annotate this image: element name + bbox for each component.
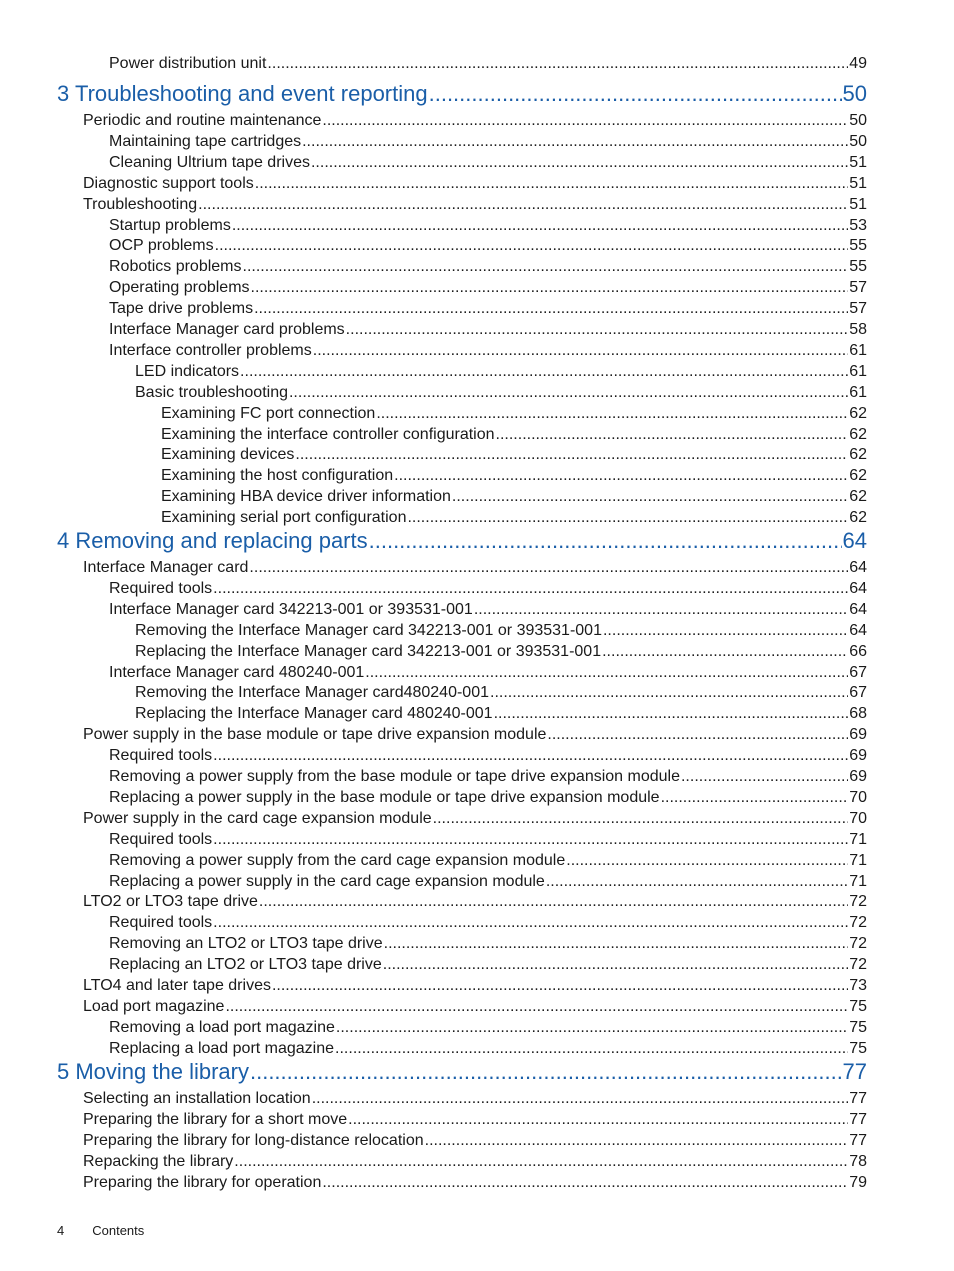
toc-entry[interactable] [109,747,867,765]
toc-entry-page: 64 [842,528,867,553]
dot-leader [429,81,842,107]
dot-leader [272,977,848,995]
toc-entry-page: 71 [849,851,867,869]
toc-entry[interactable] [83,726,867,744]
toc-entry[interactable] [109,1040,867,1058]
toc-entry-title: Interface Manager card 342213-001 or 393531-001 [109,600,473,618]
toc-entry-title: Tape drive problems [109,300,254,318]
toc-entry-title: Operating problems [109,279,250,297]
dot-leader [322,1174,848,1192]
toc-entry[interactable] [109,664,867,682]
dot-leader [240,363,848,381]
toc-entry-title: Examining serial port configuration [161,509,407,527]
toc-entry[interactable] [135,643,867,661]
toc-entry-title: Replacing a power supply in the card cage expansion module [109,872,545,890]
toc-entry-title: Power distribution unit [109,55,267,72]
dot-leader [312,1090,849,1108]
toc-entry-page: 51 [849,153,867,171]
toc-entry-title: 3 Troubleshooting and event reporting [57,81,428,106]
toc-entry[interactable] [135,622,867,640]
dot-leader [602,643,848,661]
toc-entry-title: Removing a load port magazine [109,1018,335,1036]
toc-entry[interactable] [135,705,867,723]
toc-entry-page: 66 [849,642,867,660]
toc-entry-page: 61 [849,362,867,380]
toc-entry[interactable] [109,580,867,598]
toc-entry[interactable] [161,488,867,506]
toc-entry[interactable] [135,363,867,381]
toc-entry-page: 62 [849,509,867,527]
dot-leader [251,279,849,297]
toc-entry[interactable] [83,559,867,577]
dot-leader [313,342,848,360]
toc-entry[interactable] [109,342,867,360]
toc-entry[interactable] [109,258,867,276]
toc-entry-page: 62 [849,404,867,422]
dot-leader [348,1111,848,1129]
toc-entry-page: 69 [849,768,867,785]
dot-leader [213,747,848,765]
toc-entry-page: 77 [842,1059,867,1084]
toc-entry-page: 70 [849,809,867,827]
toc-entry[interactable] [109,300,867,318]
toc-entry-title: LED indicators [135,362,240,380]
toc-entry-title: Removing the Interface Manager card 342213-001 or 393531-001 [135,621,602,639]
toc-entry[interactable] [135,684,867,702]
toc-entry-page: 62 [849,425,867,443]
toc-entry-title: Removing a power supply from the card cage expansion module [109,851,566,869]
dot-leader [289,384,848,402]
dot-leader [433,810,849,828]
toc-entry-title: Required tools [109,579,213,597]
toc-entry-page: 71 [849,830,867,848]
toc-entry[interactable] [83,1132,867,1150]
toc-entry-page: 68 [849,705,867,723]
toc-entry[interactable] [161,509,867,527]
toc-entry-title: LTO4 and later tape drives [83,977,271,994]
toc-entry-page: 55 [849,237,867,255]
dot-leader [234,1153,848,1171]
toc-entry-title: Preparing the library for a short move [83,1110,348,1128]
dot-leader [302,133,848,151]
toc-entry-page: 50 [849,112,867,129]
toc-entry-page: 72 [849,893,867,911]
dot-leader [369,528,842,554]
toc-entry-page: 67 [849,663,867,681]
footer-section-label: Contents [92,1223,145,1238]
dot-leader [681,768,848,786]
toc-entry-title: Examining FC port connection [161,404,376,422]
toc-entry-page: 75 [849,1018,867,1036]
toc-entry-page: 70 [849,788,867,806]
toc-entry[interactable] [109,237,867,255]
dot-leader [546,873,848,891]
footer-page-number: 4 [57,1223,65,1238]
toc-entry[interactable] [161,446,867,464]
dot-leader [661,789,849,807]
toc-entry[interactable] [109,789,867,807]
toc-entry-page: 51 [849,195,867,213]
toc-entry-title: Repacking the library [83,1152,234,1170]
toc-entry[interactable] [109,1019,867,1037]
toc-entry-page: 64 [849,559,867,576]
toc-entry-title: Required tools [109,747,213,765]
toc-entry-title: Robotics problems [109,258,242,276]
toc-entry-title: Maintaining tape cartridges [109,132,302,150]
toc-entry[interactable] [109,217,867,235]
toc-entry-title: 5 Moving the library [57,1059,249,1084]
toc-entry-title: Power supply in the card cage expansion module [83,809,432,827]
toc-entry-title: Diagnostic support tools [83,174,254,192]
toc-entry-title: Periodic and routine maintenance [83,112,322,129]
toc-entry-title: Removing a power supply from the base module or tape drive expansion module [109,768,680,785]
toc-entry-page: 55 [849,258,867,276]
toc-entry-page: 50 [842,81,867,106]
toc-entry-page: 72 [849,956,867,974]
toc-entry-title: Basic troubleshooting [135,383,288,401]
toc-chapter-entry[interactable] [57,1059,867,1085]
toc-entry-page: 69 [849,726,867,744]
toc-entry-page: 77 [849,1090,867,1107]
dot-leader [267,55,848,73]
toc-entry[interactable] [83,1174,867,1192]
toc-entry-page: 57 [849,279,867,297]
toc-entry-page: 64 [849,600,867,618]
dot-leader [394,467,848,485]
toc-entry-page: 71 [849,872,867,890]
toc-entry[interactable] [83,998,867,1016]
dot-leader [452,488,848,506]
toc-entry[interactable] [109,873,867,891]
page-footer [57,1223,144,1238]
toc-entry[interactable] [109,279,867,297]
toc-entry-title: Preparing the library for operation [83,1173,322,1191]
dot-leader [215,237,849,255]
toc-entry-page: 50 [849,132,867,150]
toc-entry[interactable] [109,935,867,953]
toc-entry-page: 77 [849,1110,867,1128]
toc-entry-title: Cleaning Ultrium tape drives [109,153,310,171]
dot-leader [213,831,848,849]
toc-entry-title: Preparing the library for long-distance relocation [83,1131,424,1149]
dot-leader [490,684,848,702]
toc-entry[interactable] [109,154,867,172]
toc-entry-title: Replacing the Interface Manager card 480240-001 [135,705,493,723]
toc-chapter-entry[interactable] [57,528,867,554]
toc-entry-page: 75 [849,1039,867,1057]
toc-entry-page: 79 [849,1173,867,1191]
toc-entry[interactable] [109,601,867,619]
toc-entry-page: 72 [849,935,867,953]
toc-entry[interactable] [109,831,867,849]
toc-entry-page: 67 [849,684,867,702]
toc-chapter-entry[interactable] [57,81,867,107]
toc-entry[interactable] [83,977,867,995]
dot-leader [407,509,848,527]
dot-leader [494,705,849,723]
dot-leader [198,196,848,214]
toc-entry-title: Examining the interface controller configuration [161,425,495,443]
dot-leader [213,580,848,598]
toc-entry-page: 73 [849,977,867,994]
dot-leader [547,726,848,744]
toc-entry-page: 72 [849,914,867,932]
toc-entry-title: Troubleshooting [83,195,198,213]
toc-entry-page: 58 [849,321,867,338]
dot-leader [295,446,848,464]
toc-entry-page: 61 [849,383,867,401]
toc-entry-page: 57 [849,300,867,318]
dot-leader [250,1059,842,1085]
toc-entry-title: Required tools [109,830,213,848]
toc-entry-title: Interface Manager card 480240-001 [109,663,365,681]
toc-entry-title: Replacing an LTO2 or LTO3 tape drive [109,956,382,974]
toc-entry[interactable] [109,768,867,786]
toc-entry-title: Required tools [109,914,213,932]
toc-entry-page: 69 [849,747,867,765]
toc-entry-title: Interface Manager card [83,559,249,576]
toc-entry[interactable] [109,133,867,151]
dot-leader [603,622,848,640]
toc-entry[interactable] [83,196,867,214]
dot-leader [213,914,848,932]
dot-leader [335,1040,848,1058]
dot-leader [383,956,848,974]
toc-entry-page: 51 [849,174,867,192]
toc-entry[interactable] [135,384,867,402]
dot-leader [474,601,848,619]
toc-entry-title: Replacing a load port magazine [109,1039,335,1057]
toc-entry-title: LTO2 or LTO3 tape drive [83,893,258,911]
toc-entry[interactable] [83,1153,867,1171]
dot-leader [425,1132,849,1150]
toc-entry[interactable] [83,810,867,828]
toc-entry[interactable] [109,321,867,339]
toc-entry[interactable] [83,112,867,130]
toc-entry-title: Power supply in the base module or tape drive expansion module [83,726,547,744]
dot-leader [496,426,849,444]
toc-entry[interactable] [83,893,867,911]
toc-entry[interactable] [109,55,867,73]
toc-entry-page: 49 [849,55,867,72]
toc-entry[interactable] [161,467,867,485]
toc-entry-title: Startup problems [109,216,231,234]
toc-entry[interactable] [109,956,867,974]
toc-entry-title: Replacing a power supply in the base module or tape drive expansion module [109,788,660,806]
toc-entry[interactable] [109,914,867,932]
toc-entry[interactable] [83,1090,867,1108]
toc-entry-title: Interface controller problems [109,341,312,359]
toc-entry-title: Examining HBA device driver information [161,488,451,506]
dot-leader [259,893,848,911]
dot-leader [322,112,848,130]
toc-entry[interactable] [83,175,867,193]
toc-entry-title: OCP problems [109,237,214,255]
toc-entry-title: Examining the host configuration [161,467,394,485]
toc-entry-page: 61 [849,341,867,359]
toc-entry-page: 75 [849,997,867,1015]
toc-entry-title: Selecting an installation location [83,1090,311,1107]
toc-entry[interactable] [161,426,867,444]
dot-leader [232,217,848,235]
toc-entry[interactable] [83,1111,867,1129]
toc-entry-page: 64 [849,621,867,639]
toc-entry-page: 53 [849,216,867,234]
dot-leader [311,154,848,172]
toc-entry-title: Removing the Interface Manager card480240-001 [135,684,489,702]
toc-entry-page: 64 [849,579,867,597]
dot-leader [249,559,848,577]
toc-entry-title: Replacing the Interface Manager card 342213-001 or 393531-001 [135,642,602,660]
toc-entry-page: 77 [849,1131,867,1149]
dot-leader [255,175,848,193]
dot-leader [566,852,848,870]
toc-entry[interactable] [161,405,867,423]
toc-entry-title: Load port magazine [83,997,225,1015]
toc-entry-page: 62 [849,467,867,485]
dot-leader [376,405,848,423]
toc-entry-title: Examining devices [161,446,295,464]
toc-entry-title: 4 Removing and replacing parts [57,528,368,553]
dot-leader [336,1019,848,1037]
toc-entry-title: Removing an LTO2 or LTO3 tape drive [109,935,383,953]
dot-leader [384,935,849,953]
toc-entry[interactable] [109,852,867,870]
dot-leader [225,998,848,1016]
toc-entry-page: 78 [849,1152,867,1170]
toc-entry-page: 62 [849,446,867,464]
toc-entry-title: Interface Manager card problems [109,321,345,338]
dot-leader [365,664,848,682]
dot-leader [243,258,849,276]
toc-entry-page: 62 [849,488,867,506]
dot-leader [254,300,848,318]
dot-leader [346,321,849,339]
